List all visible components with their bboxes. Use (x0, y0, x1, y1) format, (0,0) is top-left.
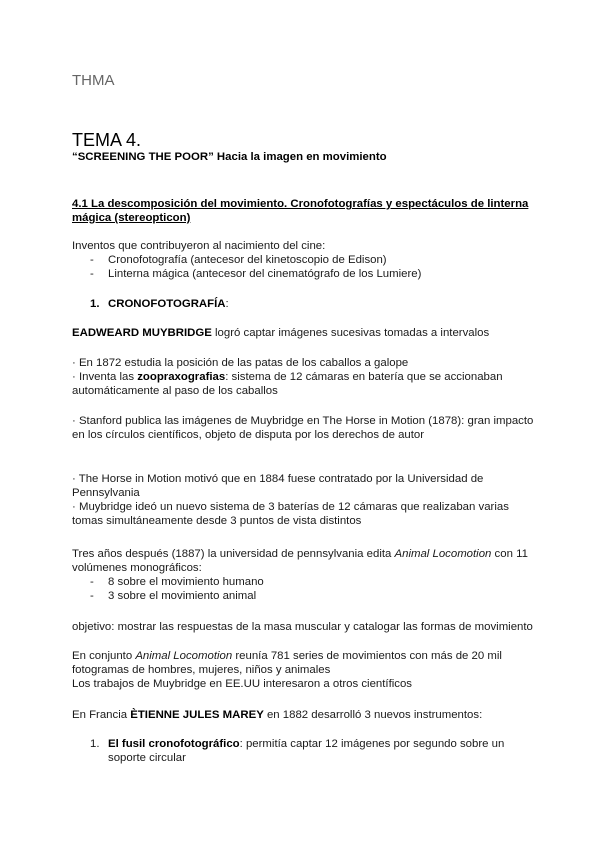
document-page: THMA TEMA 4. “SCREENING THE POOR” Hacia la imagen en movimiento 4.1 La descomposición del movimiento. Cronofotografías y espectáculos de linterna mágica (stereopticon) Inventos que contribuyeron al nacimiento del cine: - Cronofotografía (antecesor del kinetoscopio de Edison) - Linterna mágica (antecesor del cinematógrafo de los Lumiere) 1. CRONOFOTOGRAFÍA: EADWEARD MUYBRIDGE logró captar imágenes sucesivas tomadas a intervalos · En 1872 estudia la posición de las patas de los caballos a galope · Inventa las zoopraxografias: sistema de 12 cámaras en batería que se accionaban automáticamente al paso de los caballos · Stanford publica las imágenes de Muybridge en The Horse in Motion (1878): gran impacto en los círculos científicos, objeto de disputa por los derechos de autor · The Horse in Motion motivó que en 1884 fuese contratado por la Universidad de Pennsylvania · Muybridge ideó un nuevo sistema de 3 baterías de 12 cámaras que realizaban varias tomas simultáneamente desde 3 puntos de vista distintos Tres años después (1887) la universidad de pennsylvania edita Animal Locomotion con 11 volúmenes monográficos: - 8 sobre el movimiento humano - 3 sobre el movimiento animal objetivo: mostrar las respuestas de la masa muscular y catalogar las formas de movimiento En conjunto Animal Locomotion reunía 781 series de movimientos con más de 20 mil fotogramas de hombres, mujeres, niños y animales Los trabajos de Muybridge en EE.UU interesaron a otros científicos En Francia ÈTIENNE JULES MAREY en 1882 desarrolló 3 nuevos instrumentos: 1. El fusil cronofotográfico: permitía captar 12 imágenes por segundo sobre un soporte circular (72, 72, 534, 764)
section-title-line1: 4.1 La descomposición del movimiento. Cronofotografías y espectáculos de linterna (72, 198, 529, 210)
marey-name: ÈTIENNE JULES MAREY (130, 709, 264, 721)
inventos-intro: Inventos que contribuyeron al nacimiento del cine: (72, 240, 326, 252)
paragraph-baterias-line1: · Muybridge ideó un nuevo sistema de 3 baterías de 12 cámaras que realizaban varias (72, 501, 509, 513)
muybridge-intro: EADWEARD MUYBRIDGE logró captar imágenes sucesivas tomadas a intervalos (72, 327, 490, 339)
heading-number: 1. (90, 298, 100, 310)
heading-colon: : (225, 298, 229, 310)
list-item-text: 8 sobre el movimiento humano (108, 576, 264, 588)
item-number: 1. (90, 738, 100, 750)
paragraph-tres-anos: Tres años después (1887) la universidad de pennsylvania edita Animal Locomotion con 11 (72, 548, 528, 560)
paragraph-zoopraxografias-line2: automáticamente al paso de los caballos (72, 385, 278, 397)
page-title: TEMA 4. (72, 130, 142, 150)
list-item-text: Cronofotografía (antecesor del kinetoscopio de Edison) (108, 254, 387, 266)
paragraph-marey: En Francia ÈTIENNE JULES MAREY en 1882 desarrolló 3 nuevos instrumentos: (72, 709, 483, 721)
dash-bullet: - (90, 268, 94, 280)
numbered-item-fusil-line2: soporte circular (108, 752, 186, 764)
heading-label: CRONOFOTOGRAFÍA (108, 298, 226, 310)
paragraph-conjunto-line2: fotogramas de hombres, mujeres, niños y animales (72, 664, 331, 676)
paragraph-1884-line1: · The Horse in Motion motivó que en 1884 fuese contratado por la Universidad de (72, 473, 484, 485)
list-item-text: Linterna mágica (antecesor del cinematógrafo de los Lumiere) (108, 268, 422, 280)
muybridge-name: EADWEARD MUYBRIDGE (72, 327, 212, 339)
paragraph-stanford-line1: · Stanford publica las imágenes de Muybridge en The Horse in Motion (1878): gran impacto (72, 415, 534, 427)
paragraph-conjunto: En conjunto Animal Locomotion reunía 781 series de movimientos con más de 20 mil (72, 650, 502, 662)
header-label: THMA (72, 72, 115, 89)
dash-bullet: - (90, 254, 94, 266)
paragraph-1872: · En 1872 estudia la posición de las patas de los caballos a galope (72, 357, 409, 369)
paragraph-stanford-line2: en los círculos científicos, objeto de disputa por los derechos de autor (72, 429, 425, 441)
section-title-line2: mágica (stereopticon) (72, 212, 191, 224)
paragraph-1884-line2: Pennsylvania (72, 487, 140, 499)
dash-bullet: - (90, 590, 94, 602)
paragraph-tres-anos-line2: volúmenes monográficos: (72, 562, 202, 574)
list-item-text: 3 sobre el movimiento animal (108, 590, 257, 602)
paragraph-conjunto-line3: Los trabajos de Muybridge en EE.UU interesaron a otros científicos (72, 678, 412, 690)
paragraph-objetivo: objetivo: mostrar las respuestas de la masa muscular y catalogar las formas de movimiento (72, 621, 533, 633)
dash-bullet: - (90, 576, 94, 588)
paragraph-baterias-line2: tomas simultáneamente desde 3 puntos de vista distintos (72, 515, 362, 527)
page-subtitle: “SCREENING THE POOR” Hacia la imagen en movimiento (72, 151, 387, 163)
paragraph-zoopraxografias: · Inventa las zoopraxografias: sistema de 12 cámaras en batería que se accionaban (72, 371, 503, 383)
